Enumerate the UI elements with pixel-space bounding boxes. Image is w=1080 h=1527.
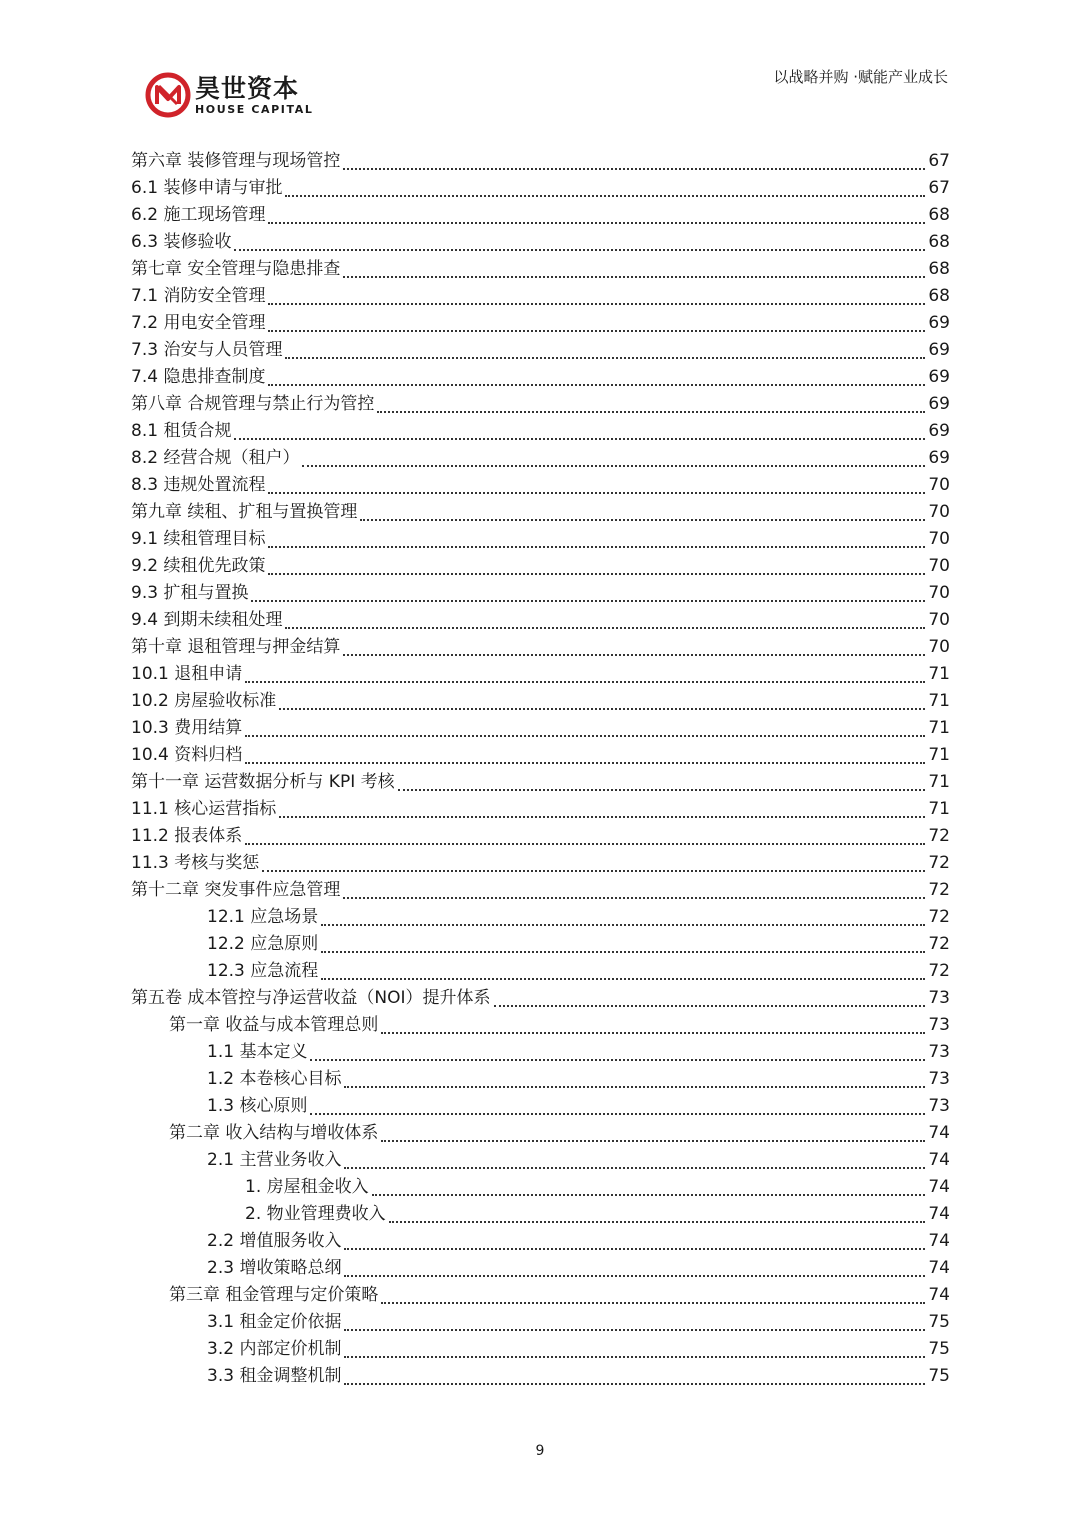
toc-leader-dots: [344, 1371, 925, 1385]
toc-entry-page: 73: [928, 1096, 950, 1116]
toc-entry-title: 6.1 装修申请与审批: [131, 178, 283, 198]
toc-entry-title: 第十一章 运营数据分析与 KPI 考核: [131, 772, 395, 792]
toc-entry-page: 68: [928, 232, 950, 252]
toc-entry-title: 8.1 租赁合规: [131, 421, 232, 441]
logo-mark-icon: [145, 72, 191, 118]
toc-leader-dots: [344, 1344, 925, 1358]
toc-entry-page: 72: [928, 826, 950, 846]
toc-entry-page: 74: [928, 1150, 950, 1170]
toc-entry[interactable]: [207, 1066, 950, 1093]
toc-entry[interactable]: [131, 445, 950, 472]
toc-leader-dots: [245, 750, 925, 764]
toc-leader-dots: [285, 183, 925, 197]
toc-leader-dots: [262, 858, 925, 872]
toc-leader-dots: [343, 264, 925, 278]
toc-entry-page: 74: [928, 1231, 950, 1251]
toc-entry-page: 72: [928, 907, 950, 927]
toc-leader-dots: [310, 1047, 925, 1061]
toc-entry-page: 72: [928, 934, 950, 954]
toc-entry-title: 11.2 报表体系: [131, 826, 243, 846]
toc-entry[interactable]: [131, 337, 950, 364]
toc-leader-dots: [268, 291, 925, 305]
toc-entry-title: 11.1 核心运营指标: [131, 799, 277, 819]
toc-entry-page: 70: [928, 610, 950, 630]
toc-entry-page: 69: [928, 394, 950, 414]
toc-entry-title: 3.1 租金定价依据: [207, 1312, 342, 1332]
toc-entry[interactable]: [245, 1174, 950, 1201]
toc-leader-dots: [344, 1155, 925, 1169]
toc-entry-page: 74: [928, 1177, 950, 1197]
toc-entry-page: 73: [928, 1042, 950, 1062]
toc-leader-dots: [343, 642, 925, 656]
toc-entry[interactable]: [131, 850, 950, 877]
toc-entry-page: 69: [928, 421, 950, 441]
toc-entry-page: 70: [928, 637, 950, 657]
toc-entry[interactable]: [169, 1120, 950, 1147]
brand-name-cn: 昊世资本: [195, 73, 300, 103]
toc-entry[interactable]: [131, 796, 950, 823]
toc-entry-title: 1.3 核心原则: [207, 1096, 308, 1116]
company-logo: [145, 72, 313, 118]
toc-leader-dots: [494, 993, 926, 1007]
toc-entry[interactable]: [207, 1363, 950, 1390]
toc-leader-dots: [321, 966, 925, 980]
toc-entry[interactable]: [131, 688, 950, 715]
toc-entry[interactable]: [207, 904, 950, 931]
toc-entry-page: 74: [928, 1258, 950, 1278]
toc-entry-title: 12.2 应急原则: [207, 934, 319, 954]
toc-entry-page: 72: [928, 880, 950, 900]
toc-leader-dots: [344, 1074, 925, 1088]
toc-entry[interactable]: [131, 985, 950, 1012]
toc-leader-dots: [381, 1290, 925, 1304]
toc-leader-dots: [372, 1182, 926, 1196]
toc-entry[interactable]: [131, 769, 950, 796]
toc-leader-dots: [344, 1317, 925, 1331]
toc-entry[interactable]: [207, 958, 950, 985]
toc-leader-dots: [268, 561, 925, 575]
toc-leader-dots: [245, 669, 925, 683]
toc-entry[interactable]: [131, 553, 950, 580]
toc-leader-dots: [344, 1236, 925, 1250]
toc-entry-page: 75: [928, 1312, 950, 1332]
toc-leader-dots: [360, 507, 925, 521]
toc-entry-title: 7.3 治安与人员管理: [131, 340, 283, 360]
toc-entry-title: 1.2 本卷核心目标: [207, 1069, 342, 1089]
toc-entry[interactable]: [207, 1228, 950, 1255]
toc-entry-title: 第六章 装修管理与现场管控: [131, 151, 341, 171]
toc-entry-page: 73: [928, 1015, 950, 1035]
toc-entry-page: 70: [928, 556, 950, 576]
toc-entry-page: 69: [928, 448, 950, 468]
toc-entry-page: 74: [928, 1123, 950, 1143]
toc-leader-dots: [285, 615, 925, 629]
toc-leader-dots: [234, 237, 925, 251]
toc-entry[interactable]: [131, 364, 950, 391]
toc-entry-title: 2.1 主营业务收入: [207, 1150, 342, 1170]
toc-leader-dots: [344, 1263, 925, 1277]
toc-entry-title: 2.3 增收策略总纲: [207, 1258, 342, 1278]
toc-entry-title: 12.3 应急流程: [207, 961, 319, 981]
toc-entry[interactable]: [131, 148, 950, 175]
toc-leader-dots: [321, 912, 925, 926]
toc-entry-page: 71: [928, 718, 950, 738]
toc-entry-title: 1. 房屋租金收入: [245, 1177, 369, 1197]
toc-leader-dots: [398, 777, 926, 791]
toc-leader-dots: [389, 1209, 926, 1223]
toc-leader-dots: [279, 804, 925, 818]
toc-entry[interactable]: [245, 1201, 950, 1228]
toc-leader-dots: [268, 534, 925, 548]
toc-entry-title: 9.2 续租优先政策: [131, 556, 266, 576]
toc-entry[interactable]: [131, 229, 950, 256]
toc-entry-page: 68: [928, 205, 950, 225]
toc-entry-page: 68: [928, 286, 950, 306]
toc-entry-title: 3.3 租金调整机制: [207, 1366, 342, 1386]
toc-entry-title: 9.1 续租管理目标: [131, 529, 266, 549]
toc-entry-title: 8.3 违规处置流程: [131, 475, 266, 495]
toc-entry-page: 73: [928, 1069, 950, 1089]
toc-entry[interactable]: [207, 1336, 950, 1363]
toc-entry[interactable]: [131, 607, 950, 634]
toc-entry-page: 72: [928, 961, 950, 981]
toc-entry[interactable]: [131, 580, 950, 607]
toc-leader-dots: [310, 1101, 925, 1115]
toc-entry-title: 10.2 房屋验收标准: [131, 691, 277, 711]
toc-entry-title: 第七章 安全管理与隐患排查: [131, 259, 341, 279]
toc-leader-dots: [377, 399, 925, 413]
toc-leader-dots: [285, 345, 925, 359]
toc-entry-title: 10.1 退租申请: [131, 664, 243, 684]
toc-entry[interactable]: [131, 823, 950, 850]
toc-leader-dots: [381, 1020, 925, 1034]
toc-entry-page: 68: [928, 259, 950, 279]
toc-leader-dots: [268, 480, 925, 494]
toc-entry-page: 69: [928, 340, 950, 360]
toc-entry[interactable]: [131, 283, 950, 310]
toc-leader-dots: [343, 156, 925, 170]
toc-entry-title: 第九章 续租、扩租与置换管理: [131, 502, 358, 522]
toc-entry-title: 第三章 租金管理与定价策略: [169, 1285, 379, 1305]
toc-entry-page: 70: [928, 502, 950, 522]
toc-entry[interactable]: [207, 1255, 950, 1282]
toc-leader-dots: [302, 453, 925, 467]
toc-entry-page: 71: [928, 691, 950, 711]
toc-entry[interactable]: [131, 661, 950, 688]
toc-entry[interactable]: [131, 175, 950, 202]
brand-name-en: HOUSE CAPITAL: [195, 102, 314, 116]
toc-entry[interactable]: [131, 472, 950, 499]
toc-leader-dots: [381, 1128, 925, 1142]
toc-entry-title: 12.1 应急场景: [207, 907, 319, 927]
toc-entry[interactable]: [131, 256, 950, 283]
header-slogan: 以战略并购 ·赋能产业成长: [773, 68, 948, 86]
page-header: [0, 0, 1080, 130]
toc-entry-page: 70: [928, 583, 950, 603]
toc-entry-title: 7.1 消防安全管理: [131, 286, 266, 306]
toc-entry-title: 7.2 用电安全管理: [131, 313, 266, 333]
page-number: 9: [535, 1443, 545, 1459]
toc-leader-dots: [343, 885, 925, 899]
toc-entry-title: 9.3 扩租与置换: [131, 583, 249, 603]
toc-leader-dots: [321, 939, 925, 953]
toc-entry-title: 10.3 费用结算: [131, 718, 243, 738]
toc-entry-title: 11.3 考核与奖惩: [131, 853, 260, 873]
toc-leader-dots: [268, 372, 925, 386]
toc-entry[interactable]: [131, 742, 950, 769]
toc-entry-page: 69: [928, 313, 950, 333]
toc-entry-page: 74: [928, 1204, 950, 1224]
header-divider: [128, 128, 952, 129]
toc-entry[interactable]: [169, 1282, 950, 1309]
toc-entry[interactable]: [131, 634, 950, 661]
toc-entry-title: 3.2 内部定价机制: [207, 1339, 342, 1359]
toc-entry-page: 67: [928, 178, 950, 198]
toc-entry[interactable]: [207, 1147, 950, 1174]
toc-leader-dots: [245, 831, 925, 845]
toc-entry-title: 2. 物业管理费收入: [245, 1204, 386, 1224]
toc-leader-dots: [234, 426, 925, 440]
toc-entry-title: 10.4 资料归档: [131, 745, 243, 765]
toc-entry-page: 74: [928, 1285, 950, 1305]
toc-entry[interactable]: [131, 391, 950, 418]
toc-entry-page: 71: [928, 799, 950, 819]
toc-entry-title: 8.2 经营合规（租户）: [131, 448, 300, 468]
toc-entry-title: 第五卷 成本管控与净运营收益（NOI）提升体系: [131, 988, 491, 1008]
toc-entry[interactable]: [207, 1093, 950, 1120]
toc-entry-title: 第二章 收入结构与增收体系: [169, 1123, 379, 1143]
toc-entry[interactable]: [207, 1039, 950, 1066]
toc-entry-title: 第八章 合规管理与禁止行为管控: [131, 394, 375, 414]
toc-entry-page: 69: [928, 367, 950, 387]
toc-leader-dots: [268, 210, 925, 224]
toc-entry[interactable]: [131, 877, 950, 904]
toc-entry-title: 1.1 基本定义: [207, 1042, 308, 1062]
toc-entry-title: 第十二章 突发事件应急管理: [131, 880, 341, 900]
toc-entry-title: 2.2 增值服务收入: [207, 1231, 342, 1251]
toc-entry-title: 6.2 施工现场管理: [131, 205, 266, 225]
toc-entry[interactable]: [169, 1012, 950, 1039]
toc-leader-dots: [268, 318, 925, 332]
toc-entry-title: 9.4 到期未续租处理: [131, 610, 283, 630]
toc-entry[interactable]: [131, 202, 950, 229]
toc-entry-title: 6.3 装修验收: [131, 232, 232, 252]
toc-leader-dots: [279, 696, 925, 710]
toc-entry-page: 73: [928, 988, 950, 1008]
toc-entry-title: 第十章 退租管理与押金结算: [131, 637, 341, 657]
toc-entry[interactable]: [207, 931, 950, 958]
toc-entry-page: 71: [928, 664, 950, 684]
toc-entry-page: 70: [928, 529, 950, 549]
toc-entry-title: 7.4 隐患排查制度: [131, 367, 266, 387]
toc-entry[interactable]: [131, 310, 950, 337]
toc-entry[interactable]: [131, 499, 950, 526]
toc-entry-page: 72: [928, 853, 950, 873]
toc-leader-dots: [251, 588, 925, 602]
toc-entry[interactable]: [131, 526, 950, 553]
toc-entry-page: 71: [928, 745, 950, 765]
toc-entry-page: 70: [928, 475, 950, 495]
toc-entry-page: 75: [928, 1366, 950, 1386]
toc-entry-page: 67: [928, 151, 950, 171]
toc-entry[interactable]: [131, 715, 950, 742]
toc-entry-page: 71: [928, 772, 950, 792]
toc-entry-title: 第一章 收益与成本管理总则: [169, 1015, 379, 1035]
toc-entry[interactable]: [131, 418, 950, 445]
toc-entry-page: 75: [928, 1339, 950, 1359]
toc-entry[interactable]: [207, 1309, 950, 1336]
toc-leader-dots: [245, 723, 925, 737]
